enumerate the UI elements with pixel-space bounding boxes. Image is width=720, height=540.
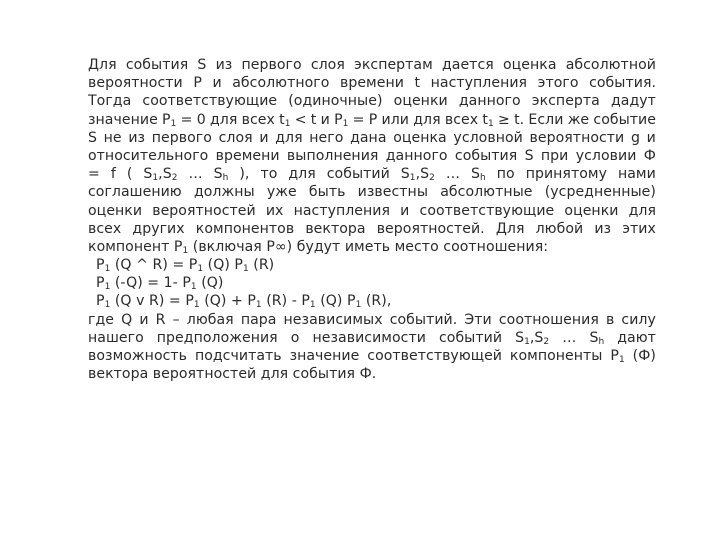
word: этого — [537, 75, 579, 92]
word: времени — [339, 75, 404, 92]
subscript: 2 — [543, 336, 550, 347]
word: Q — [121, 311, 133, 328]
word: где — [88, 311, 114, 328]
word: Эти — [464, 311, 492, 328]
word: S — [197, 57, 207, 73]
word: всех — [241, 111, 275, 128]
word: него — [309, 129, 344, 146]
word: и — [320, 111, 330, 128]
word: и — [139, 311, 149, 328]
word: дадут — [610, 93, 656, 110]
subscript: h — [598, 336, 605, 347]
word: и — [646, 129, 656, 146]
word: по — [496, 166, 515, 183]
word: соответствующие — [419, 202, 555, 219]
word: 0 — [196, 111, 206, 128]
word: уже — [266, 184, 297, 201]
word: f — [110, 166, 116, 183]
text-line — [88, 147, 656, 165]
word: данного — [458, 93, 521, 110]
subscript: 1 — [342, 118, 349, 129]
subscript: h — [222, 173, 229, 184]
word: $Р_1$ — [610, 348, 625, 365]
word: < — [294, 111, 307, 128]
word: $t_1$ — [279, 111, 291, 129]
word: оценка — [502, 57, 557, 73]
word: $S_1,S_2$ — [400, 166, 435, 184]
word: при — [540, 147, 569, 164]
word: Для — [495, 220, 525, 237]
text-run: (R), — [361, 293, 392, 310]
word: эксперта — [531, 93, 600, 110]
word: событий. — [389, 311, 458, 328]
subscript: h — [480, 173, 486, 184]
word: наступления — [430, 75, 528, 92]
subscript: 1 — [255, 300, 262, 311]
word: из — [594, 220, 612, 237]
text-run: (Q) + P — [199, 293, 256, 310]
word: всех — [88, 220, 122, 237]
word: $Р_1$ — [334, 111, 349, 129]
word: для — [628, 202, 656, 219]
subscript: 1 — [104, 300, 111, 311]
word: из — [128, 129, 146, 146]
word: оценки — [393, 93, 448, 110]
word: независимых — [283, 311, 383, 328]
text-run: P — [96, 257, 105, 274]
text-run: (R) - P — [261, 293, 310, 310]
word: любой — [535, 220, 584, 237]
subscript: 1 — [242, 264, 249, 275]
subscript: 1 — [524, 336, 530, 347]
word: … — [188, 166, 203, 183]
word: R — [155, 311, 166, 328]
word: соответствующие — [142, 93, 278, 110]
word: $Р_1$ — [162, 111, 177, 129]
word: вектора — [305, 220, 366, 237]
text-line — [88, 329, 656, 347]
word: компонентов — [195, 220, 295, 237]
word: дают — [617, 329, 656, 346]
word: ), — [239, 166, 250, 183]
word: абсолютные — [440, 184, 533, 201]
word: предположения — [156, 329, 278, 346]
word: соотношения — [498, 311, 599, 328]
text-run: (Q) — [196, 275, 224, 292]
word: S — [88, 129, 97, 146]
word: нами — [617, 166, 656, 183]
word: для — [413, 111, 441, 128]
text-run: компонент Р — [88, 238, 183, 255]
subscript: 1 — [284, 118, 291, 129]
text-run: (Q ^ R) = P — [110, 257, 198, 274]
word: $t_1$ — [482, 111, 494, 129]
main-paragraph — [88, 56, 656, 256]
word: … — [562, 329, 577, 346]
text-line — [88, 56, 656, 74]
word: дается — [441, 57, 494, 73]
text-line — [88, 220, 656, 238]
text-run: вектора вероятностей для события Ф. — [88, 366, 377, 383]
word: слоя — [218, 129, 253, 146]
word: о — [290, 329, 300, 346]
word: вероятностей — [152, 202, 256, 219]
word: быть — [308, 184, 346, 201]
text-line — [88, 165, 656, 183]
body-text — [88, 56, 656, 383]
word: = — [180, 111, 193, 128]
closing-paragraph — [88, 311, 656, 384]
subscript: 1 — [152, 173, 159, 184]
text-run: (Q) P — [203, 257, 243, 274]
word: времени — [215, 147, 280, 164]
word: других — [132, 220, 185, 237]
word: Р — [193, 75, 202, 92]
word: компоненты — [509, 348, 603, 364]
word: то — [260, 166, 278, 183]
word: события — [454, 147, 518, 164]
text-line — [88, 347, 656, 365]
word: наступления — [293, 202, 391, 219]
word: первого — [151, 129, 212, 146]
text-line — [88, 311, 656, 329]
subscript: 1 — [193, 300, 200, 311]
subscript: 1 — [409, 173, 416, 184]
subscript: 1 — [104, 282, 111, 293]
word: или — [381, 111, 410, 128]
word: вероятности — [88, 75, 183, 92]
word: первого — [241, 57, 302, 73]
word: S — [524, 147, 534, 164]
word: дана — [350, 129, 387, 146]
word: и — [259, 129, 269, 146]
word: события. — [589, 75, 656, 92]
text-line — [88, 129, 656, 147]
text-line — [88, 74, 656, 92]
word: Тогда — [88, 93, 132, 110]
text-line — [88, 111, 656, 129]
word: не — [103, 129, 122, 146]
word: силу — [621, 311, 656, 328]
text-line — [88, 292, 656, 310]
subscript: 1 — [197, 264, 204, 275]
word: этих — [622, 220, 656, 237]
word: независимости — [312, 329, 426, 346]
word: условии — [575, 147, 637, 164]
text-run: P — [96, 293, 105, 310]
word: t — [310, 111, 317, 128]
subscript: 1 — [355, 300, 362, 311]
word: соглашению — [88, 184, 182, 201]
word: t. — [514, 111, 525, 128]
word: экспертам — [354, 57, 433, 73]
word: значение — [88, 111, 158, 128]
word: P — [368, 111, 378, 128]
text-line — [88, 274, 656, 292]
formula-list — [88, 256, 656, 311]
word: … — [445, 166, 461, 183]
word: событий — [438, 329, 503, 346]
word: оценки — [564, 202, 619, 219]
text-line — [88, 238, 656, 256]
text-run: (R) — [248, 257, 275, 274]
word: = — [88, 166, 100, 183]
word: всех — [444, 111, 479, 128]
word: – — [172, 311, 180, 328]
word: принятому — [525, 166, 607, 183]
subscript: 1 — [487, 118, 494, 129]
word: условной — [453, 129, 523, 146]
word: событие — [593, 111, 656, 128]
word: значение — [289, 348, 360, 364]
word: $S_h$ — [589, 329, 605, 347]
word: (Ф) — [632, 348, 656, 364]
word: = — [352, 111, 365, 128]
subscript: 1 — [190, 282, 197, 293]
word: событий — [326, 166, 390, 183]
word: вероятностей. — [376, 220, 485, 237]
text-run: P — [96, 275, 105, 292]
word: g — [630, 129, 640, 146]
word: ≥ — [497, 111, 510, 128]
word: слоя — [310, 57, 345, 73]
word: Если — [528, 111, 564, 128]
text-run: (Q) P — [315, 293, 356, 310]
text-run: (-Q) = 1- P — [110, 275, 191, 292]
word: для — [209, 111, 238, 128]
word: оценка — [393, 129, 447, 146]
word: должны — [193, 184, 255, 201]
word: вероятности — [529, 129, 625, 146]
subscript: 2 — [171, 173, 178, 184]
word: абсолютного — [232, 75, 330, 92]
word: оценки — [88, 202, 143, 219]
subscript: 1 — [104, 264, 111, 275]
word: данного — [385, 147, 448, 164]
word: их — [265, 202, 284, 219]
word: из — [215, 57, 233, 73]
word: t — [414, 75, 421, 92]
word: соответствующей — [367, 348, 502, 364]
word: (усредненные) — [544, 184, 656, 201]
word: Ф — [643, 147, 656, 164]
subscript: 1 — [309, 300, 316, 311]
word: известны — [357, 184, 429, 201]
word: $S_h$ — [213, 166, 229, 184]
word: любая — [186, 311, 234, 328]
text-line — [88, 365, 656, 383]
word: и — [400, 202, 410, 219]
subscript: 1 — [618, 355, 625, 365]
word: $S_h$ — [471, 166, 486, 184]
text-run: (Q v R) = P — [110, 293, 194, 310]
subscript: 2 — [429, 173, 435, 184]
subscript: 1 — [182, 245, 189, 256]
word: подсчитать — [194, 348, 282, 364]
word: абсолютной — [565, 57, 656, 73]
text-run: (включая Р∞) будут иметь место соотношения: — [188, 238, 549, 255]
word: нашего — [88, 329, 144, 346]
word: и — [212, 75, 222, 92]
text-line — [88, 202, 656, 220]
text-line — [88, 256, 656, 274]
word: Для — [88, 57, 117, 73]
subscript: 1 — [170, 118, 177, 129]
word: $S_1,S_2$ — [143, 166, 178, 184]
text-line — [88, 183, 656, 201]
word: же — [567, 111, 590, 128]
word: ( — [126, 166, 133, 183]
word: события — [125, 57, 189, 73]
word: в — [605, 311, 615, 328]
word: возможность — [88, 348, 188, 364]
word: для — [288, 166, 316, 183]
word: пара — [240, 311, 277, 328]
word: $S_1,S_2$ — [515, 329, 550, 347]
word: (одиночные) — [288, 93, 383, 110]
word: выполнения — [286, 147, 379, 164]
text-line — [88, 92, 656, 110]
word: для — [275, 129, 303, 146]
word: относительного — [88, 147, 209, 164]
